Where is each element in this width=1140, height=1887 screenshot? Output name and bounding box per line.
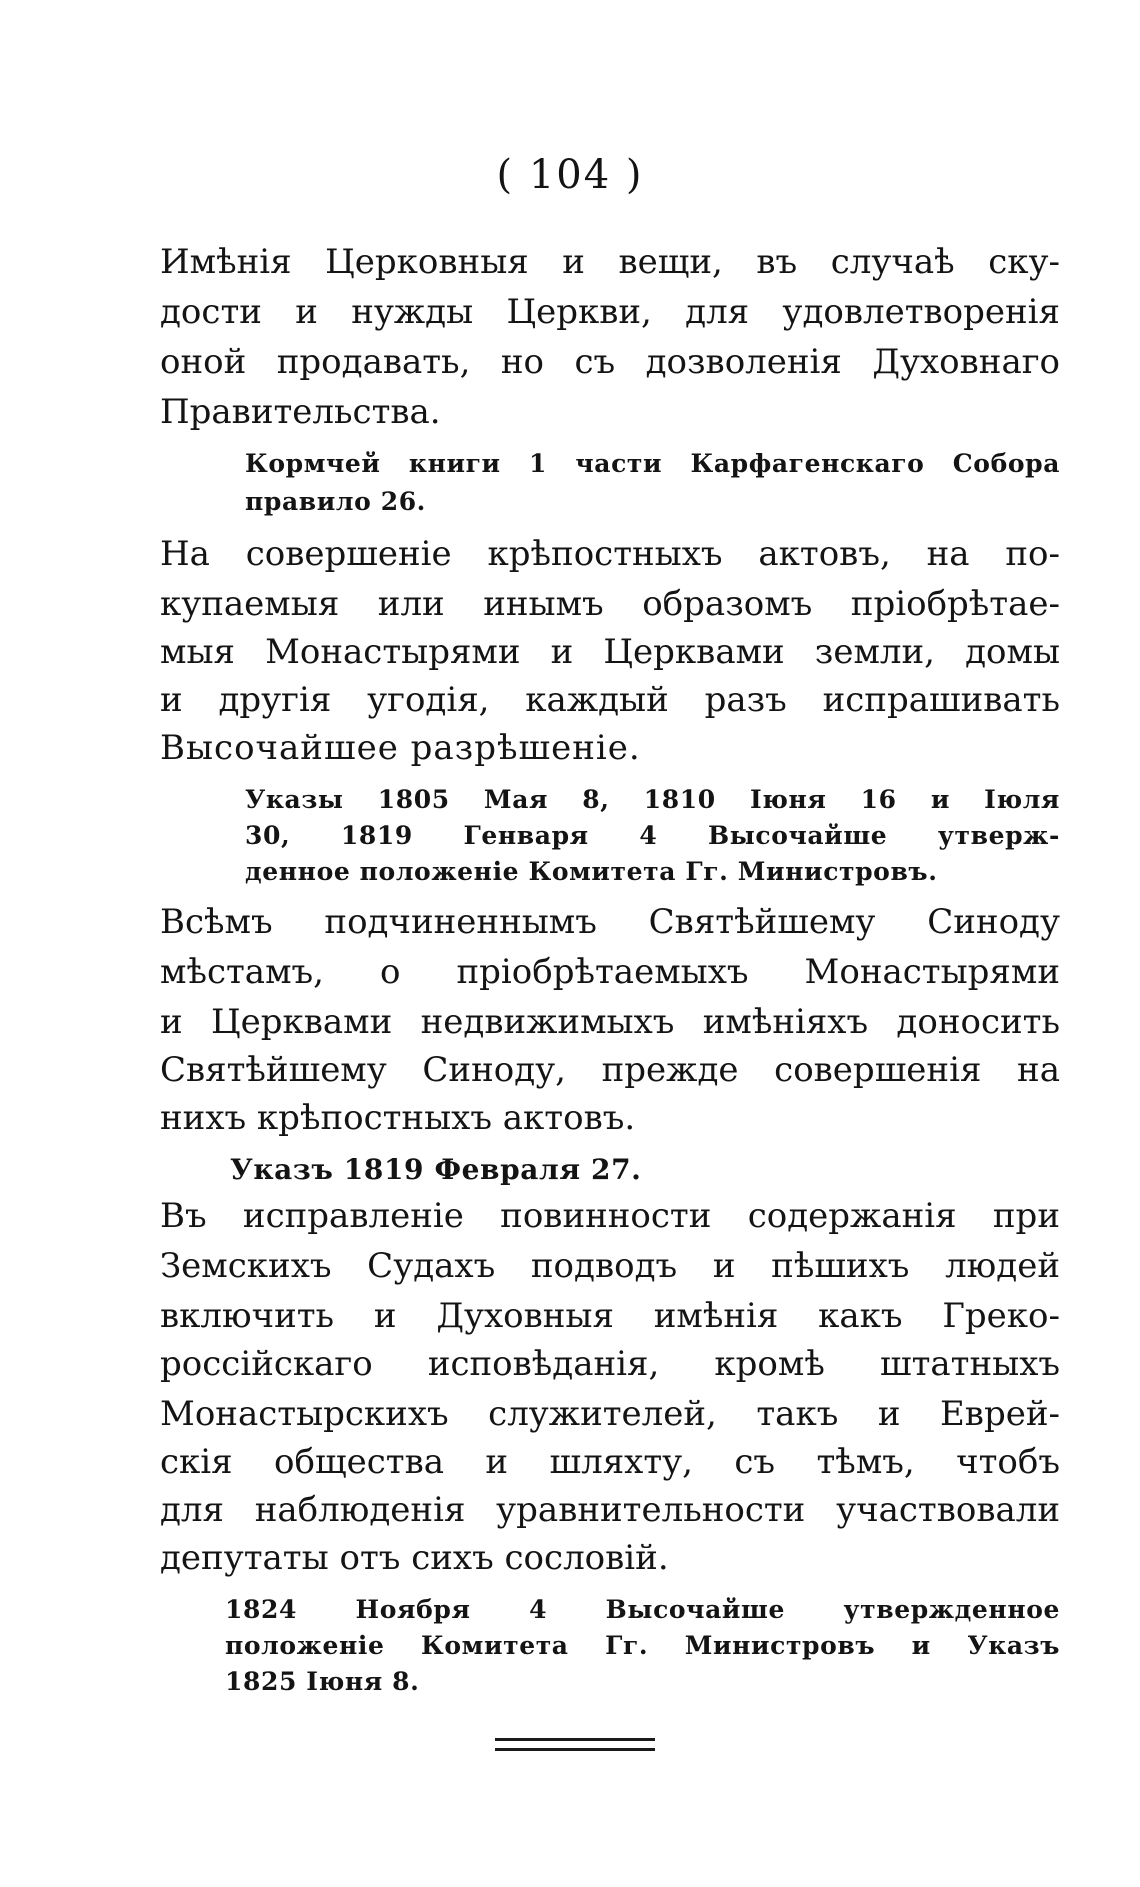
section-1-line-2: дости и нужды Церкви, для удовлетворенія bbox=[160, 292, 1060, 332]
section-3-line-5: нихъ крѣпостныхъ актовъ. bbox=[160, 1098, 636, 1138]
section-1-line-1: Имѣнія Церковныя и вещи, въ случаѣ ску- bbox=[160, 242, 1060, 282]
section-4-line-4: россійскаго исповѣданія, кромѣ штатныхъ bbox=[160, 1344, 1060, 1384]
section-4-line-1: Въ исправленіе повинности содержанія при bbox=[160, 1196, 1060, 1236]
section-3-note-line-1: Указъ 1819 Февраля 27. bbox=[230, 1153, 642, 1186]
section-2-line-4: и другія угодія, каждый разъ испрашивать bbox=[160, 680, 1060, 720]
section-1-note-line-2: правило 26. bbox=[245, 487, 426, 516]
section-4-line-8: депутаты отъ сихъ сословій. bbox=[160, 1538, 669, 1578]
section-4-line-2: Земскихъ Судахъ подводъ и пѣшихъ людей bbox=[160, 1246, 1060, 1286]
closing-rule-bottom bbox=[495, 1748, 655, 1751]
section-4-line-7: для наблюденія уравнительности участвовали bbox=[160, 1490, 1060, 1530]
section-4-line-3: включить и Духовныя имѣнія какъ Греко- bbox=[160, 1296, 1060, 1336]
section-2-note-line-2: 30, 1819 Генваря 4 Высочайше утверж- bbox=[245, 821, 1060, 850]
section-2-line-3: мыя Монастырями и Церквами земли, домы bbox=[160, 632, 1060, 672]
section-3-line-1: Всѣмъ подчиненнымъ Святѣйшему Синоду bbox=[160, 902, 1060, 942]
section-3-line-2: мѣстамъ, о пріобрѣтаемыхъ Монастырями bbox=[160, 952, 1060, 992]
section-4-note-line-2: положеніе Комитета Гг. Министровъ и Указъ bbox=[225, 1631, 1060, 1660]
section-2-line-1: На совершеніе крѣпостныхъ актовъ, на по- bbox=[160, 534, 1060, 574]
section-3-line-3: и Церквами недвижимыхъ имѣніяхъ доносить bbox=[160, 1002, 1060, 1042]
section-4-note-line-1: 1824 Ноября 4 Высочайше утвержденное bbox=[225, 1595, 1060, 1624]
section-2-line-2: купаемыя или инымъ образомъ пріобрѣтае- bbox=[160, 584, 1060, 624]
closing-rule-top bbox=[495, 1738, 655, 1741]
page-number: ( 104 ) bbox=[496, 152, 644, 198]
section-4-note-line-3: 1825 Іюня 8. bbox=[225, 1667, 420, 1696]
section-4-line-5: Монастырскихъ служителей, такъ и Еврей- bbox=[160, 1394, 1060, 1434]
section-2-line-5: Высочайшее разрѣшеніе. bbox=[160, 728, 641, 768]
section-1-line-4: Правительства. bbox=[160, 392, 441, 432]
section-2-note-line-3: денное положеніе Комитета Гг. Министровъ. bbox=[245, 857, 938, 886]
section-1-note-line-1: Кормчей книги 1 части Карфагенскаго Собора bbox=[245, 449, 1060, 478]
section-3-line-4: Святѣйшему Синоду, прежде совершенія на bbox=[160, 1050, 1060, 1090]
section-4-line-6: скія общества и шляхту, съ тѣмъ, чтобъ bbox=[160, 1442, 1060, 1482]
section-2-note-line-1: Указы 1805 Мая 8, 1810 Іюня 16 и Іюля bbox=[245, 785, 1060, 814]
section-1-line-3: оной продавать, но съ дозволенія Духовнаго bbox=[160, 342, 1060, 382]
